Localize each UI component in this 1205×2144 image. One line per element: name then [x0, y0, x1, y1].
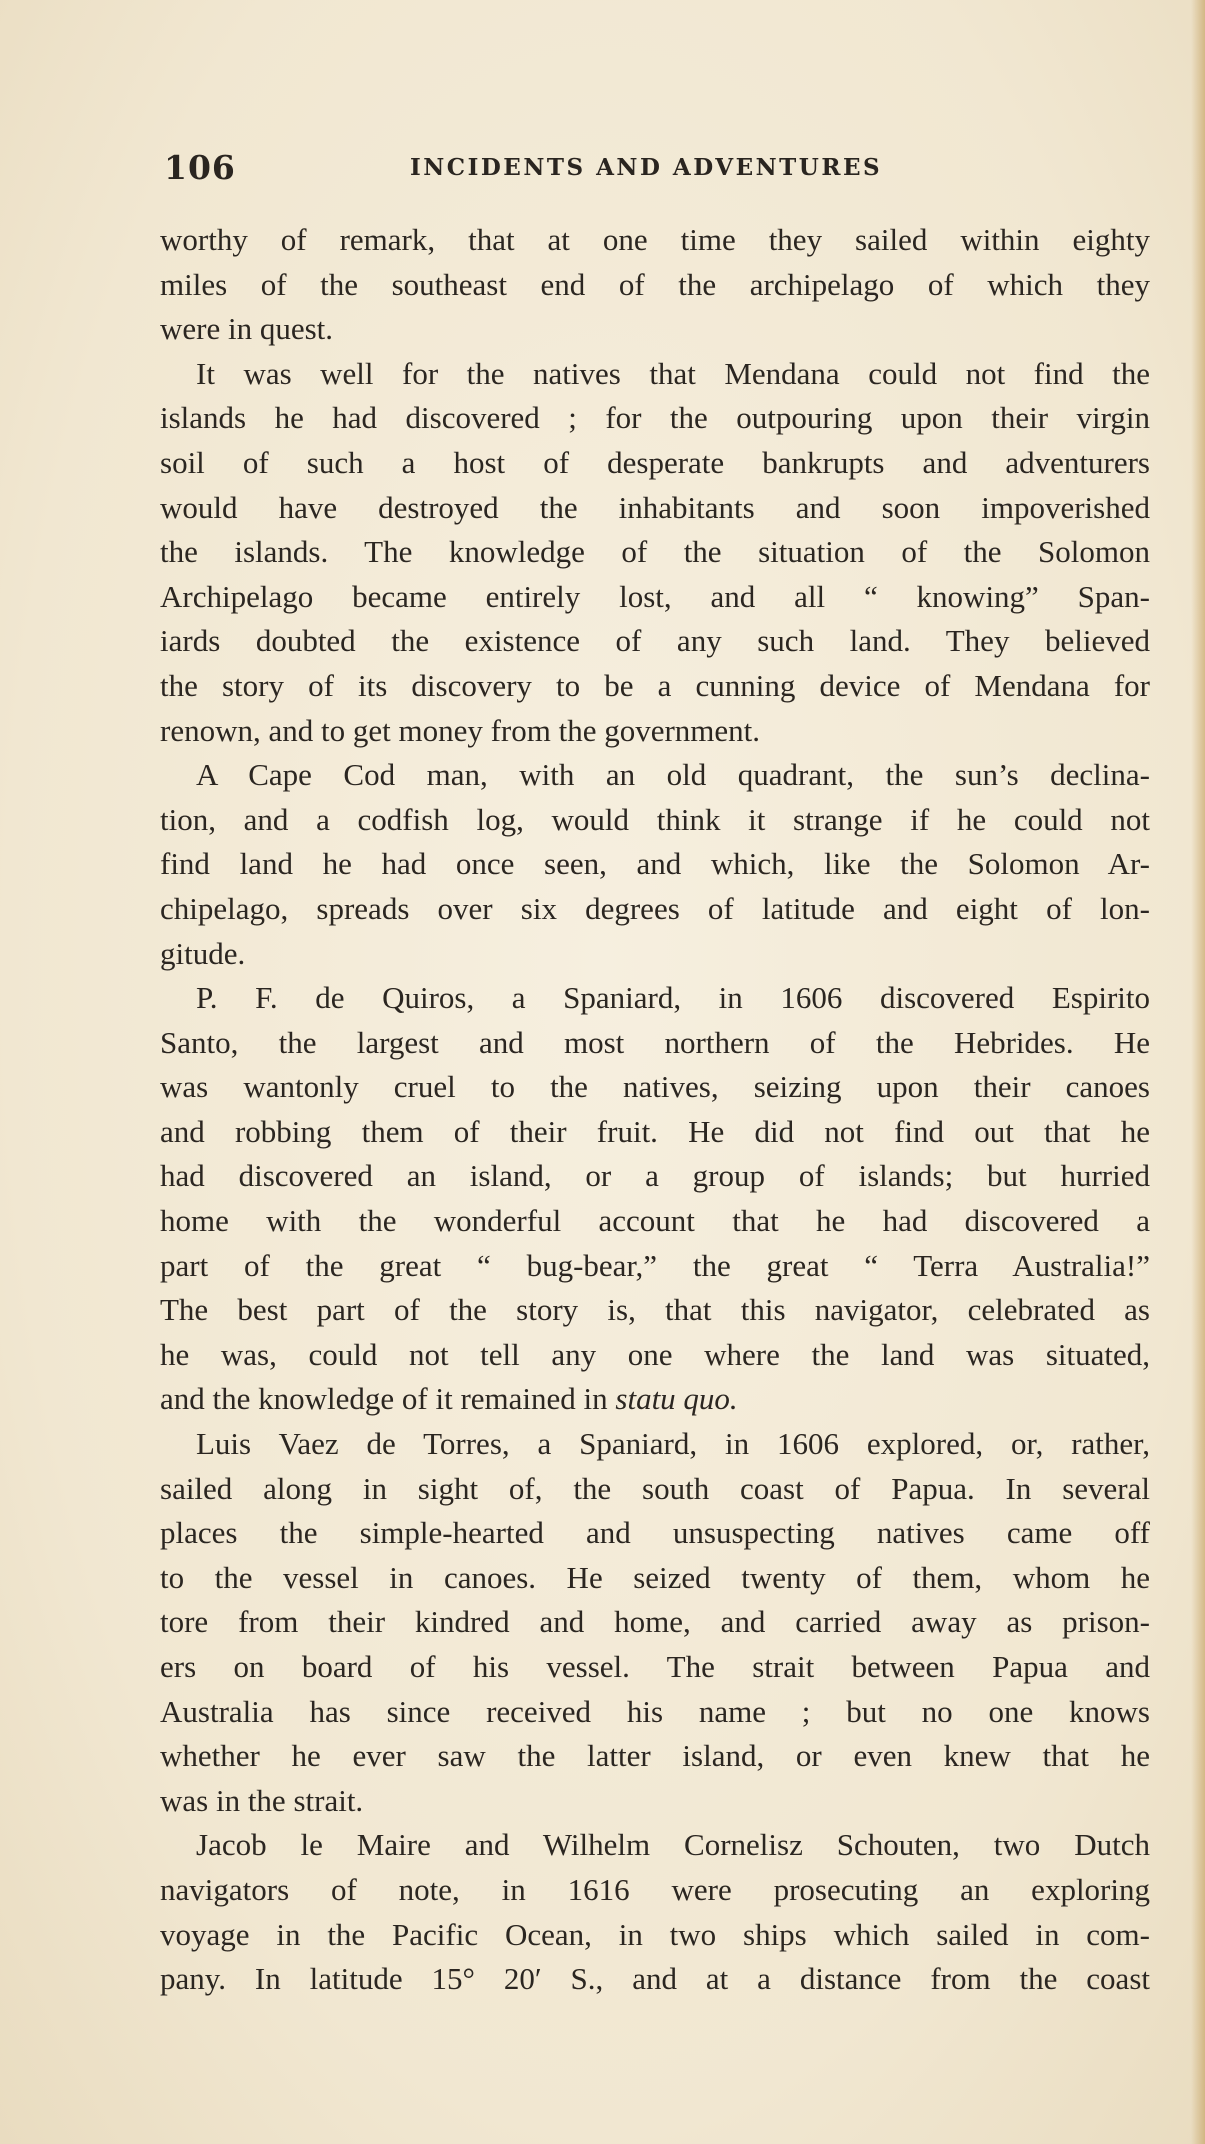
page-number: 106	[164, 148, 236, 187]
text-line: sailed along in sight of, the south coast of Papua. In several	[160, 1470, 1150, 1506]
text-line: find land he had once seen, and which, like the Solomon Ar-	[160, 846, 1150, 882]
text-line: miles of the southeast end of the archipelago of which they	[160, 266, 1150, 302]
text-line: renown, and to get money from the government.	[160, 712, 761, 748]
text-line: Archipelago became entirely lost, and all “ knowing” Span-	[160, 578, 1150, 614]
text-line: Santo, the largest and most northern of the Hebrides. He	[160, 1024, 1150, 1060]
paragraph-start-line: Luis Vaez de Torres, a Spaniard, in 1606 explored, or, rather,	[196, 1426, 1150, 1462]
text-line: whether he ever saw the latter island, or even knew that he	[160, 1738, 1150, 1774]
text-line: were in quest.	[160, 311, 334, 347]
text-line: had discovered an island, or a group of islands; but hurried	[160, 1158, 1150, 1194]
text-line: would have destroyed the inhabitants and soon impoverished	[160, 489, 1150, 525]
paragraph-start-line: P. F. de Quiros, a Spaniard, in 1606 discovered Espirito	[196, 980, 1150, 1016]
text-line: tore from their kindred and home, and carried away as prison-	[160, 1604, 1150, 1640]
text-line: ers on board of his vessel. The strait between Papua and	[160, 1649, 1150, 1684]
text-line: voyage in the Pacific Ocean, in two ships which sailed in com-	[160, 1916, 1150, 1952]
text-line: Australia has since received his name ; but no one knows	[160, 1693, 1150, 1729]
text-line: home with the wonderful account that he had discovered a	[160, 1203, 1150, 1239]
text-line: the islands. The knowledge of the situation of the Solomon	[160, 534, 1150, 570]
text-line: navigators of note, in 1616 were prosecuting an exploring	[160, 1871, 1150, 1907]
text-line	[160, 1377, 1150, 1422]
text-line: was in the strait.	[160, 1782, 364, 1818]
paragraph-start-line: A Cape Cod man, with an old quadrant, the sun’s declina-	[196, 757, 1150, 793]
text-line: he was, could not tell any one where the land was situated,	[160, 1336, 1150, 1372]
paragraph-start-line: It was well for the natives that Mendana could not find the	[196, 355, 1150, 391]
text-line: the story of its discovery to be a cunning device of Mendana for	[160, 667, 1150, 703]
text-line: gitude.	[160, 935, 246, 971]
text-line: soil of such a host of desperate bankrupts and adventurers	[160, 444, 1150, 480]
text-line: The best part of the story is, that this navigator, celebrated as	[160, 1292, 1150, 1328]
text-segment: and the knowledge of it remained in	[160, 1381, 608, 1417]
text-line: iards doubted the existence of any such land. They believed	[160, 623, 1150, 659]
text-line: islands he had discovered ; for the outpouring upon their virgin	[160, 400, 1150, 436]
text-line: pany. In latitude 15° 20′ S., and at a distance from the coast	[160, 1961, 1150, 1997]
italic-phrase: statu quo.	[615, 1381, 738, 1417]
page-gutter-shadow	[1191, 0, 1205, 2144]
text-line: part of the great “ bug-bear,” the great “ Terra Australia!”	[160, 1247, 1150, 1283]
text-line: chipelago, spreads over six degrees of latitude and eight of lon-	[160, 890, 1150, 926]
paragraph-start-line: Jacob le Maire and Wilhelm Cornelisz Schouten, two Dutch	[196, 1827, 1150, 1863]
text-line: tion, and a codfish log, would think it strange if he could not	[160, 801, 1150, 837]
text-line: to the vessel in canoes. He seized twenty of them, whom he	[160, 1559, 1150, 1595]
text-line: was wantonly cruel to the natives, seizing upon their canoes	[160, 1069, 1150, 1105]
text-line: places the simple-hearted and unsuspecting natives came off	[160, 1515, 1150, 1551]
running-title: INCIDENTS AND ADVENTURES	[410, 154, 883, 181]
page-header	[160, 148, 920, 188]
text-line: worthy of remark, that at one time they sailed within eighty	[160, 222, 1150, 257]
text-line: and robbing them of their fruit. He did not find out that he	[160, 1113, 1150, 1149]
body-text	[160, 218, 1150, 2002]
